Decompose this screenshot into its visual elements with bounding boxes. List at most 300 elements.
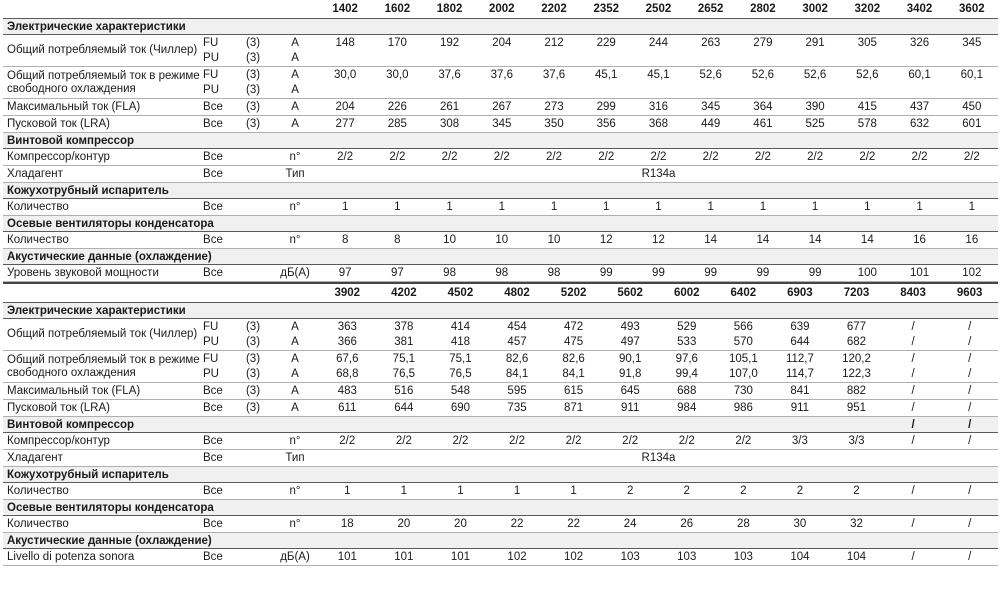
cell-value: 2/2	[737, 149, 789, 166]
cell-value: 52,6	[803, 68, 827, 81]
cell-value	[841, 50, 893, 67]
section-value	[946, 216, 998, 232]
section-value	[893, 19, 945, 35]
cell-value: 2	[828, 483, 885, 500]
section-value	[658, 417, 715, 433]
cell-value: 3/3	[772, 433, 829, 450]
cell-value: 2/2	[319, 149, 371, 166]
row-unit: n°	[271, 516, 319, 533]
section-value	[632, 19, 684, 35]
row-type: Все	[203, 166, 235, 183]
section-value	[885, 467, 942, 483]
row-note: (3)	[235, 366, 271, 383]
cell-value: /	[885, 433, 942, 450]
section-value	[602, 467, 659, 483]
cell-value: 204	[492, 36, 512, 49]
section-value	[371, 19, 423, 35]
data-row	[3, 35, 998, 51]
section-value	[893, 183, 945, 199]
model-number: 3902	[319, 283, 376, 303]
cell-value: 52,6	[699, 68, 722, 81]
model-number: 2802	[750, 3, 776, 15]
cell-value: 483	[319, 383, 376, 400]
row-span-value: R134a	[319, 450, 998, 467]
row-unit: A	[271, 50, 319, 67]
section-value	[432, 500, 489, 516]
cell-value: /	[941, 516, 998, 533]
cell-value: 457	[489, 334, 546, 351]
cell-value: 32	[828, 516, 885, 533]
row-label: Общий потребляемый ток в режиме свободного охлаждения	[3, 67, 203, 99]
cell-value: /	[885, 400, 942, 417]
data-row	[3, 265, 998, 282]
model-number: 2202	[541, 3, 567, 15]
cell-value	[685, 50, 737, 67]
cell-value	[476, 82, 528, 99]
row-label: Пусковой ток (LRA)	[3, 116, 203, 133]
data-row	[3, 232, 998, 249]
cell-value: 98	[528, 265, 580, 282]
section-value	[528, 19, 580, 35]
section-value	[658, 533, 715, 549]
cell-value: 1	[528, 199, 580, 216]
model-number: 1802	[436, 3, 463, 15]
cell-value: /	[885, 334, 942, 351]
cell-value: 390	[789, 99, 841, 116]
cell-value: /	[941, 483, 998, 500]
cell-value: 104	[828, 549, 885, 566]
section-value	[893, 249, 945, 265]
cell-value: /	[941, 334, 998, 351]
section-value	[789, 183, 841, 199]
row-label: Компрессор/контур	[3, 433, 203, 450]
cell-value: 841	[772, 383, 829, 400]
cell-value: 273	[528, 99, 580, 116]
cell-value: 112,7	[785, 352, 814, 365]
cell-value: 30	[772, 516, 829, 533]
row-type: Все	[203, 549, 235, 566]
model-number: 1602	[384, 3, 411, 15]
section-value	[319, 533, 376, 549]
row-unit: A	[291, 36, 299, 49]
cell-value: 1	[319, 199, 371, 216]
section-value	[685, 133, 737, 149]
section-value	[602, 533, 659, 549]
section-value	[841, 216, 893, 232]
cell-value: /	[941, 433, 998, 450]
cell-value: /	[885, 383, 942, 400]
row-note: (3)	[235, 82, 271, 99]
section-value	[828, 303, 885, 319]
cell-value: 98	[423, 265, 475, 282]
cell-value: 1	[432, 483, 489, 500]
cell-value: 639	[790, 320, 810, 333]
row-label: Количество	[3, 483, 203, 500]
cell-value	[528, 50, 580, 67]
section-value	[737, 183, 789, 199]
cell-value: 37,6	[542, 68, 566, 81]
cell-value: /	[941, 383, 998, 400]
cell-value: 366	[319, 334, 376, 351]
section-value	[489, 303, 546, 319]
section-value	[685, 19, 737, 35]
row-type: Все	[203, 265, 235, 282]
cell-value: 192	[439, 36, 460, 49]
row-note	[235, 149, 271, 166]
cell-value: /	[885, 366, 942, 383]
cell-value: 493	[620, 320, 640, 333]
cell-value: 103	[658, 549, 715, 566]
row-type: FU	[203, 352, 219, 365]
cell-value: 1	[476, 199, 528, 216]
cell-value: 84,1	[545, 366, 602, 383]
section-value	[319, 467, 376, 483]
row-label: Хладагент	[3, 450, 203, 467]
cell-value: 204	[319, 99, 371, 116]
cell-value: 105,1	[728, 352, 758, 365]
section-title: Винтовой компрессор	[3, 417, 319, 433]
model-number: 3002	[802, 3, 828, 15]
cell-value: 682	[828, 334, 885, 351]
row-type: Все	[203, 400, 235, 417]
row-label: Общий потребляемый ток (Чиллер)	[3, 319, 203, 351]
row-unit: n°	[271, 433, 319, 450]
row-type: Все	[203, 116, 235, 133]
cell-value: 91,8	[602, 366, 659, 383]
cell-value: 279	[753, 36, 773, 49]
row-type: Все	[203, 99, 235, 116]
cell-value: 2/2	[545, 433, 602, 450]
section-header	[3, 19, 998, 35]
cell-value: 1	[319, 483, 376, 500]
cell-value: 437	[893, 99, 945, 116]
section-value	[737, 216, 789, 232]
cell-value: 2/2	[658, 433, 715, 450]
spec-table-top	[3, 0, 998, 282]
cell-value: 2/2	[432, 433, 489, 450]
data-row	[3, 116, 998, 133]
model-header-row	[3, 283, 998, 303]
section-header	[3, 216, 998, 232]
cell-value: 308	[423, 116, 475, 133]
data-row	[3, 67, 998, 83]
cell-value: 2	[772, 483, 829, 500]
data-row	[3, 99, 998, 116]
cell-value: 170	[387, 36, 407, 49]
section-header	[3, 303, 998, 319]
cell-value: 497	[602, 334, 659, 351]
section-title: Кожухотрубный испаритель	[3, 467, 319, 483]
section-value	[528, 183, 580, 199]
cell-value: 37,6	[438, 68, 461, 81]
cell-value: 101	[319, 549, 376, 566]
cell-value: 102	[489, 549, 546, 566]
section-value	[423, 133, 475, 149]
header-blank	[271, 283, 319, 303]
section-value	[737, 133, 789, 149]
section-value	[772, 467, 829, 483]
section-value	[885, 533, 942, 549]
cell-value	[476, 50, 528, 67]
section-title: Кожухотрубный испаритель	[3, 183, 319, 199]
section-value	[772, 533, 829, 549]
section-value	[371, 216, 423, 232]
cell-value: 2/2	[580, 149, 632, 166]
cell-value: 10	[476, 232, 528, 249]
cell-value: 14	[737, 232, 789, 249]
section-value	[319, 249, 371, 265]
cell-value: 30,0	[333, 68, 357, 81]
cell-value	[371, 50, 423, 67]
cell-value: 644	[376, 400, 433, 417]
cell-value: 595	[489, 383, 546, 400]
cell-value	[893, 50, 945, 67]
cell-value	[580, 82, 632, 99]
section-value	[946, 249, 998, 265]
model-number: 7203	[828, 283, 885, 303]
cell-value	[737, 82, 789, 99]
row-label: Компрессор/контур	[3, 149, 203, 166]
section-value	[545, 467, 602, 483]
cell-value: 688	[658, 383, 715, 400]
row-note: (3)	[235, 400, 271, 417]
row-note	[235, 166, 271, 183]
row-note	[235, 265, 271, 282]
row-note: (3)	[235, 383, 271, 400]
section-value: /	[941, 417, 998, 433]
section-value	[476, 19, 528, 35]
cell-value: 10	[528, 232, 580, 249]
cell-value: 22	[545, 516, 602, 533]
row-type: PU	[203, 82, 235, 99]
cell-value: 364	[737, 99, 789, 116]
cell-value: 99,4	[658, 366, 715, 383]
section-value	[658, 303, 715, 319]
cell-value: 45,1	[647, 68, 670, 81]
row-note: (3)	[246, 36, 261, 49]
row-note: (3)	[235, 116, 271, 133]
cell-value	[789, 82, 841, 99]
cell-value: 644	[772, 334, 829, 351]
cell-value: 10	[423, 232, 475, 249]
section-value	[476, 249, 528, 265]
cell-value: 578	[841, 116, 893, 133]
row-note: (3)	[235, 50, 271, 67]
section-value	[789, 19, 841, 35]
model-number: 1402	[332, 3, 358, 15]
section-value	[476, 133, 528, 149]
section-value	[685, 183, 737, 199]
row-unit: A	[291, 68, 299, 81]
cell-value: 52,6	[856, 68, 879, 81]
cell-value: 20	[376, 516, 433, 533]
cell-value: 76,5	[432, 366, 489, 383]
header-blank	[203, 0, 235, 19]
section-value	[489, 417, 546, 433]
cell-value: 67,6	[336, 352, 359, 365]
cell-value: 2/2	[489, 433, 546, 450]
section-value	[632, 183, 684, 199]
row-unit: Тип	[271, 450, 319, 467]
model-header-row	[3, 0, 998, 19]
header-blank	[235, 283, 271, 303]
section-value	[602, 500, 659, 516]
cell-value	[423, 82, 475, 99]
row-type: Все	[203, 450, 235, 467]
cell-value: 1	[685, 199, 737, 216]
model-number: 5202	[545, 283, 602, 303]
row-label: Количество	[3, 232, 203, 249]
section-value	[602, 303, 659, 319]
section-value	[580, 249, 632, 265]
cell-value: 449	[685, 116, 737, 133]
section-value	[545, 500, 602, 516]
cell-value: 2	[715, 483, 772, 500]
cell-value: 285	[371, 116, 423, 133]
cell-value: 12	[580, 232, 632, 249]
data-row	[3, 400, 998, 417]
cell-value: 212	[544, 36, 564, 49]
cell-value: 97,6	[675, 352, 698, 365]
section-value	[545, 303, 602, 319]
section-value	[841, 249, 893, 265]
cell-value: 8	[371, 232, 423, 249]
section-value	[828, 417, 885, 433]
cell-value: 2/2	[376, 433, 433, 450]
cell-value: /	[885, 516, 942, 533]
cell-value: 16	[893, 232, 945, 249]
row-note	[235, 549, 271, 566]
cell-value: 1	[545, 483, 602, 500]
data-row	[3, 149, 998, 166]
section-value	[376, 500, 433, 516]
cell-value: 305	[857, 36, 877, 49]
cell-value	[371, 82, 423, 99]
cell-value: 525	[789, 116, 841, 133]
row-unit: n°	[271, 232, 319, 249]
section-value	[545, 417, 602, 433]
cell-value: 107,0	[715, 366, 772, 383]
section-title: Осевые вентиляторы конденсатора	[3, 216, 319, 232]
section-value	[371, 133, 423, 149]
cell-value: /	[941, 366, 998, 383]
section-value	[489, 533, 546, 549]
section-value	[580, 183, 632, 199]
cell-value: 615	[545, 383, 602, 400]
section-value	[319, 417, 376, 433]
section-value	[946, 183, 998, 199]
row-type: FU	[203, 36, 219, 49]
row-note: (3)	[245, 320, 261, 333]
cell-value: 99	[789, 265, 841, 282]
section-value	[476, 216, 528, 232]
cell-value: 450	[946, 99, 998, 116]
model-number: 5602	[602, 283, 659, 303]
cell-value: 98	[476, 265, 528, 282]
cell-value: 229	[596, 36, 616, 49]
cell-value: 267	[476, 99, 528, 116]
section-value	[737, 249, 789, 265]
cell-value: 99	[737, 265, 789, 282]
cell-value: /	[941, 400, 998, 417]
section-value	[632, 133, 684, 149]
cell-value: 345	[476, 116, 528, 133]
cell-value	[423, 50, 475, 67]
model-number: 8403	[885, 283, 942, 303]
model-number: 2352	[593, 3, 620, 15]
section-value	[528, 133, 580, 149]
cell-value	[737, 50, 789, 67]
cell-value: 84,1	[489, 366, 546, 383]
cell-value: 345	[685, 99, 737, 116]
section-value	[632, 249, 684, 265]
model-number: 6402	[715, 283, 772, 303]
section-value	[376, 417, 433, 433]
cell-value: 99	[685, 265, 737, 282]
section-value	[941, 467, 998, 483]
cell-value: 16	[946, 232, 998, 249]
section-title: Винтовой компрессор	[3, 133, 319, 149]
cell-value: 2/2	[602, 433, 659, 450]
cell-value: 611	[319, 400, 376, 417]
cell-value: 2/2	[841, 149, 893, 166]
row-unit: n°	[271, 483, 319, 500]
section-title: Акустические данные (охлаждение)	[3, 533, 319, 549]
section-title: Акустические данные (охлаждение)	[3, 249, 319, 265]
cell-value: 2/2	[946, 149, 998, 166]
section-value	[528, 249, 580, 265]
cell-value: 97	[319, 265, 371, 282]
cell-value	[893, 82, 945, 99]
section-header	[3, 533, 998, 549]
row-type: Все	[203, 199, 235, 216]
cell-value: 226	[371, 99, 423, 116]
section-value	[580, 19, 632, 35]
data-row	[3, 450, 998, 467]
data-row	[3, 433, 998, 450]
cell-value: 82,6	[562, 352, 585, 365]
cell-value: 14	[685, 232, 737, 249]
section-value	[580, 133, 632, 149]
row-type: FU	[203, 320, 219, 333]
section-value	[893, 133, 945, 149]
section-value	[946, 19, 998, 35]
section-value	[423, 249, 475, 265]
row-unit: A	[291, 352, 299, 365]
section-value	[319, 303, 376, 319]
row-type: Все	[203, 483, 235, 500]
cell-value: 97	[371, 265, 423, 282]
cell-value	[319, 50, 371, 67]
section-value	[319, 500, 376, 516]
section-header	[3, 133, 998, 149]
section-value	[685, 216, 737, 232]
section-value	[685, 249, 737, 265]
cell-value: 1	[632, 199, 684, 216]
cell-value: 101	[893, 265, 945, 282]
cell-value: 2	[658, 483, 715, 500]
section-value	[476, 183, 528, 199]
cell-value: 103	[602, 549, 659, 566]
row-label: Общий потребляемый ток в режиме свободного охлаждения	[3, 351, 203, 383]
section-value	[371, 183, 423, 199]
section-title: Электрические характеристики	[3, 19, 319, 35]
cell-value: 52,6	[751, 68, 775, 81]
cell-value: 24	[602, 516, 659, 533]
section-value	[432, 303, 489, 319]
cell-value: 104	[772, 549, 829, 566]
cell-value: 1	[893, 199, 945, 216]
